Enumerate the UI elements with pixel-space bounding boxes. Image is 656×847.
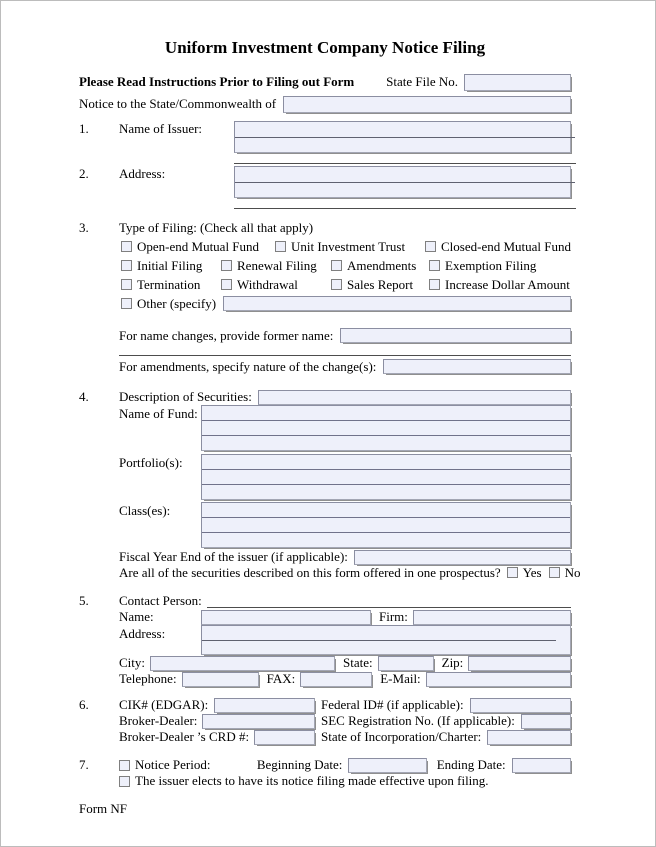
email-label: E-Mail: [380,671,421,686]
effective-row [79,773,571,789]
broker-dealer-label: Broker-Dealer: [119,713,198,728]
effective-checkbox[interactable] [119,776,130,787]
filing-option-amendments[interactable] [331,258,429,274]
filing-option-withdrawal[interactable] [221,277,331,293]
fund-name-input-2[interactable] [202,421,570,436]
item2-number: 2. [79,166,89,181]
field-rule-line [235,182,575,183]
former-name-input[interactable] [340,328,571,343]
classes-label: Class(es): [119,503,171,518]
contact-address-row [119,625,571,655]
portfolios-label: Portfolio(s): [119,455,183,470]
amendments-nature-label: For amendments, specify nature of the change(s): [119,358,377,374]
issuer-address-input[interactable] [234,166,571,198]
item7-number: 7. [79,757,89,772]
ending-date-input[interactable] [512,758,571,773]
securities-label: Description of Securities: [119,389,252,404]
prospectus-yes-checkbox[interactable] [507,567,518,578]
item3-number: 3. [79,220,89,235]
option-label: Withdrawal [237,276,298,292]
address-label: Address: [119,166,166,181]
filing-option-termination[interactable] [121,277,221,293]
contact-person-label: Contact Person: [119,593,202,608]
option-label: Increase Dollar Amount [445,276,570,292]
filing-option-renewal-filing[interactable] [221,258,331,274]
other-specify-input[interactable] [223,296,571,311]
prospectus-row [119,564,581,580]
fund-name-label: Name of Fund: [119,406,198,421]
issuer-name-input[interactable] [234,121,571,153]
federal-id-input[interactable] [470,698,571,713]
crd-row [119,729,571,745]
issuer-section [79,121,571,164]
address-section [79,166,571,209]
filing-type-section [79,219,571,237]
option-label: Unit Investment Trust [290,238,406,254]
option-label: Renewal Filing [237,257,317,273]
form-title: Uniform Investment Company Notice Filing [164,38,486,57]
filing-option-initial-filing[interactable] [121,258,221,274]
effective-option[interactable] [119,773,489,789]
unit-investment-trust-checkbox[interactable] [275,241,286,252]
underline [234,153,576,164]
classes-group [119,502,571,548]
ending-date-label: Ending Date: [436,757,506,772]
incorporation-input[interactable] [487,730,571,745]
fund-name-fields [201,405,571,451]
notice-period-checkbox[interactable] [119,760,130,771]
state-input[interactable] [378,656,434,671]
former-name-row [119,327,571,344]
effective-label: The issuer elects to have its notice filing made effective upon filing. [135,773,489,788]
instructions-text: Please Read Instructions Prior to Filing out Form [79,74,355,89]
filing-option-closed-end-mutual-fund[interactable] [425,239,571,255]
prospectus-no-label: No [564,564,581,580]
fund-name-input-3[interactable] [202,436,570,450]
cik-label: CIK# (EDGAR): [119,697,209,712]
increase-dollar-amount-checkbox[interactable] [429,279,440,290]
telephone-label: Telephone: [119,671,177,686]
contact-name-row [119,609,571,625]
form-name: Form NF [79,801,128,816]
item6-number: 6. [79,697,89,712]
amendments-nature-input[interactable] [383,359,571,374]
filing-option-increase-dollar-amount[interactable] [429,277,570,293]
portfolios-fields [201,454,571,500]
state-file-no-input[interactable] [464,74,571,91]
withdrawal-checkbox[interactable] [221,279,232,290]
former-name-label: For name changes, provide former name: [119,327,334,343]
option-label: Amendments [347,257,417,273]
option-label: Termination [137,276,201,292]
filing-option-other[interactable] [121,296,216,312]
incorporation-label: State of Incorporation/Charter: [321,729,482,744]
filing-type-row-other [121,294,571,313]
portfolios-group [119,454,571,500]
closed-end-mutual-fund-checkbox[interactable] [425,241,436,252]
filing-option-open-end-mutual-fund[interactable] [121,239,275,255]
email-input[interactable] [426,672,571,687]
notice-row [79,95,571,113]
state-commonwealth-input[interactable] [283,96,571,113]
cik-row [79,697,571,713]
option-label: Exemption Filing [445,257,537,273]
field-rule-line [235,137,575,138]
item1-number: 1. [79,121,89,136]
fax-label: FAX: [266,671,296,686]
filing-type-row-1 [121,237,571,256]
cik-input[interactable] [214,698,315,713]
filing-option-sales-report[interactable] [331,277,429,293]
prospectus-yes-label: Yes [522,564,542,580]
initial-filing-checkbox[interactable] [121,260,132,271]
fiscal-year-label: Fiscal Year End of the issuer (if applicable): [119,549,348,564]
prospectus-question: Are all of the securities described on this form offered in one prospectus? [119,564,501,580]
federal-id-label: Federal ID# (if applicable): [321,697,464,712]
crd-input[interactable] [254,730,315,745]
zip-input[interactable] [468,656,571,671]
city-label: City: [119,655,146,670]
classes-input-3[interactable] [202,533,570,547]
underline [234,198,576,209]
broker-dealer-input[interactable] [202,714,315,729]
classes-input-1[interactable] [202,503,570,518]
option-label: Other (specify) [137,295,217,311]
contact-address-input[interactable] [201,625,571,655]
state-label: State: [343,655,373,670]
filing-type-row-2 [121,256,571,275]
state-file-no-label: State File No. [386,74,458,89]
beginning-date-label: Beginning Date: [256,757,343,772]
field-rule-line [202,640,556,641]
contact-phone-row [119,671,571,687]
filing-type-row-3 [121,275,571,294]
notice-period-option[interactable] [119,757,257,773]
issuer-label: Name of Issuer: [119,121,203,136]
contact-address-label: Address: [119,626,166,641]
option-label: Open-end Mutual Fund [137,238,260,254]
portfolios-input-2[interactable] [202,470,570,485]
exemption-filing-checkbox[interactable] [429,260,440,271]
notice-period-row [79,757,571,773]
option-label: Sales Report [347,276,414,292]
sec-registration-label: SEC Registration No. (If applicable): [321,713,515,728]
sec-registration-input[interactable] [521,714,571,729]
prospectus-no-checkbox[interactable] [549,567,560,578]
fiscal-year-row [119,549,571,565]
contact-name-input[interactable] [201,610,371,625]
state-commonwealth-label: Notice to the State/Commonwealth of [79,96,277,111]
footer [79,801,571,817]
amendments-checkbox[interactable] [331,260,342,271]
classes-fields [201,502,571,548]
option-label: Initial Filing [137,257,203,273]
classes-input-2[interactable] [202,518,570,533]
broker-dealer-row [119,713,571,729]
contact-section [79,593,571,609]
underline [207,595,571,608]
item5-number: 5. [79,593,89,608]
crd-label: Broker-Dealer ’s CRD #: [119,729,250,744]
fiscal-year-input[interactable] [354,550,571,565]
open-end-mutual-fund-checkbox[interactable] [121,241,132,252]
zip-label: Zip: [441,655,464,670]
item4-number: 4. [79,389,89,404]
filing-type-label: Type of Filing: (Check all that apply) [119,220,314,235]
header-row [79,73,571,91]
contact-name-label: Name: [119,609,154,624]
portfolios-input-1[interactable] [202,455,570,470]
termination-checkbox[interactable] [121,279,132,290]
portfolios-input-3[interactable] [202,485,570,499]
filing-option-unit-investment-trust[interactable] [275,239,425,255]
rule-line [119,355,571,356]
option-label: Closed-end Mutual Fund [441,238,571,254]
fund-name-group [119,405,571,451]
contact-firm-input[interactable] [413,610,571,625]
securities-description-input[interactable] [258,390,571,405]
filing-option-exemption-filing[interactable] [429,258,536,274]
renewal-filing-checkbox[interactable] [221,260,232,271]
city-input[interactable] [150,656,335,671]
beginning-date-input[interactable] [348,758,426,773]
contact-city-row [119,655,571,671]
fax-input[interactable] [300,672,372,687]
other-checkbox[interactable] [121,298,132,309]
fund-name-input-1[interactable] [202,406,570,421]
amendments-nature-row [119,358,571,375]
contact-firm-label: Firm: [379,609,408,624]
securities-section [79,389,571,405]
sales-report-checkbox[interactable] [331,279,342,290]
telephone-input[interactable] [182,672,259,687]
notice-period-label: Notice Period: [135,757,211,772]
